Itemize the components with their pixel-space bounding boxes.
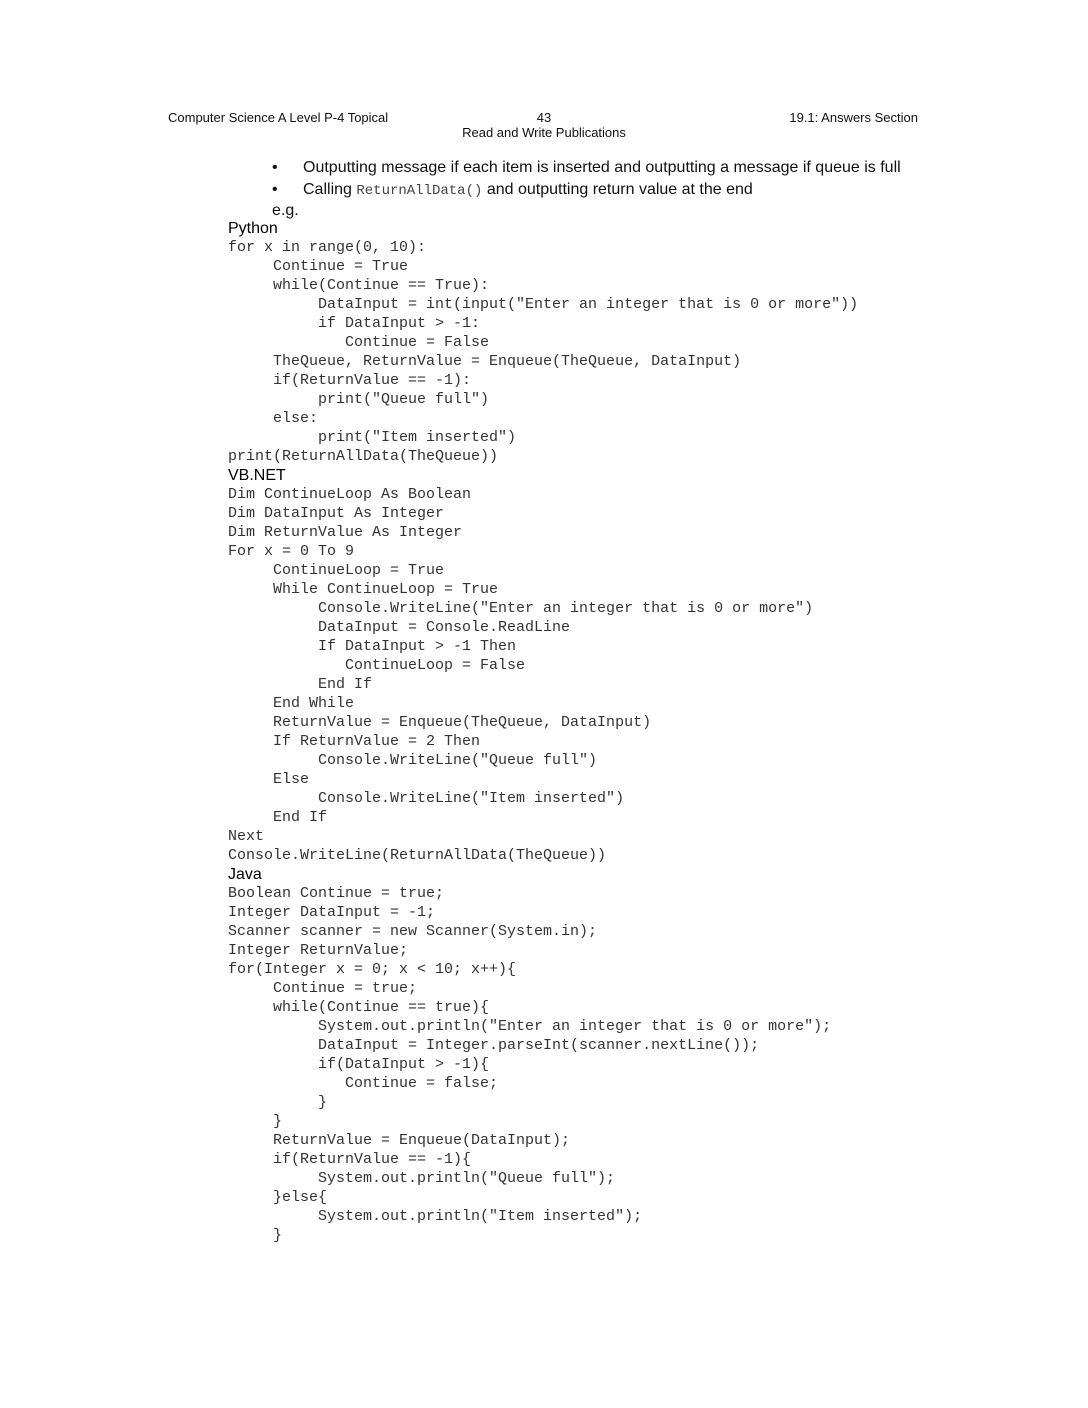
code-line: Console.WriteLine("Enter an integer that is 0 or more") <box>228 600 814 617</box>
code-line: Dim DataInput As Integer <box>228 505 445 522</box>
code-line: Next <box>228 828 265 845</box>
code-line: Dim ReturnValue As Integer <box>228 524 463 541</box>
header-center <box>0 110 1088 140</box>
bullet-code: ReturnAllData() <box>356 183 483 199</box>
code-line: print("Item inserted") <box>228 429 517 446</box>
code-line: ContinueLoop = False <box>228 657 526 674</box>
code-line: Integer ReturnValue; <box>228 942 409 959</box>
code-line: Continue = false; <box>228 1075 499 1092</box>
code-line: End If <box>228 676 373 693</box>
header-section: 19.1: Answers Section <box>789 110 918 125</box>
code-line: ReturnValue = Enqueue(DataInput); <box>228 1132 571 1149</box>
code-line: Dim ContinueLoop As Boolean <box>228 486 472 503</box>
eg-label: e.g. <box>272 202 299 219</box>
code-line: if DataInput > -1: <box>228 315 481 332</box>
code-line: Continue = true; <box>228 980 418 997</box>
code-line: } <box>228 1094 328 1111</box>
code-line: Integer DataInput = -1; <box>228 904 436 921</box>
bullet-item <box>272 157 901 179</box>
code-line: while(Continue == True): <box>228 277 490 294</box>
code-line: If ReturnValue = 2 Then <box>228 733 481 750</box>
code-line: DataInput = Console.ReadLine <box>228 619 571 636</box>
bullet-list <box>272 157 901 221</box>
code-line: While ContinueLoop = True <box>228 581 499 598</box>
code-listing <box>228 219 858 1245</box>
bullet-text-end: and outputting return value at the end <box>482 181 753 198</box>
code-line: TheQueue, ReturnValue = Enqueue(TheQueue, DataInput) <box>228 353 742 370</box>
code-line: End If <box>228 809 328 826</box>
code-line: if(ReturnValue == -1){ <box>228 1151 472 1168</box>
code-line: Console.WriteLine(ReturnAllData(TheQueue)) <box>228 847 607 864</box>
code-line: Else <box>228 771 310 788</box>
code-line: If DataInput > -1 Then <box>228 638 517 655</box>
code-line: }else{ <box>228 1189 328 1206</box>
code-line: Boolean Continue = true; <box>228 885 445 902</box>
code-line: End While <box>228 695 355 712</box>
code-line: Continue = False <box>228 334 490 351</box>
code-line: For x = 0 To 9 <box>228 543 355 560</box>
bullet-item <box>272 179 901 201</box>
code-line: System.out.println("Queue full"); <box>228 1170 616 1187</box>
header-course-title: Computer Science A Level P-4 Topical <box>168 110 389 125</box>
code-line: ContinueLoop = True <box>228 562 445 579</box>
code-line: } <box>228 1227 283 1244</box>
language-heading: Python <box>228 220 278 237</box>
code-line: Console.WriteLine("Item inserted") <box>228 790 625 807</box>
code-line: } <box>228 1113 283 1130</box>
code-line: if(ReturnValue == -1): <box>228 372 472 389</box>
code-line: else: <box>228 410 319 427</box>
code-line: while(Continue == true){ <box>228 999 490 1016</box>
code-line: Console.WriteLine("Queue full") <box>228 752 598 769</box>
code-line: if(DataInput > -1){ <box>228 1056 490 1073</box>
code-line: Continue = True <box>228 258 409 275</box>
code-line: for(Integer x = 0; x < 10; x++){ <box>228 961 517 978</box>
language-heading: VB.NET <box>228 467 286 484</box>
header-subtitle: Read and Write Publications <box>462 125 626 140</box>
code-line: System.out.println("Enter an integer that is 0 or more"); <box>228 1018 832 1035</box>
code-line: print("Queue full") <box>228 391 490 408</box>
code-line: DataInput = Integer.parseInt(scanner.nextLine()); <box>228 1037 760 1054</box>
bullet-text: Outputting message if each item is inserted and outputting a message if queue is full <box>303 159 901 176</box>
code-line: ReturnValue = Enqueue(TheQueue, DataInput) <box>228 714 652 731</box>
code-line: Scanner scanner = new Scanner(System.in); <box>228 923 598 940</box>
code-line: System.out.println("Item inserted"); <box>228 1208 643 1225</box>
page-number: 43 <box>536 110 552 125</box>
code-line: print(ReturnAllData(TheQueue)) <box>228 448 499 465</box>
language-heading: Java <box>228 866 262 883</box>
code-line: for x in range(0, 10): <box>228 239 427 256</box>
bullet-text: Calling <box>303 181 357 198</box>
code-line: DataInput = int(input("Enter an integer that is 0 or more")) <box>228 296 859 313</box>
